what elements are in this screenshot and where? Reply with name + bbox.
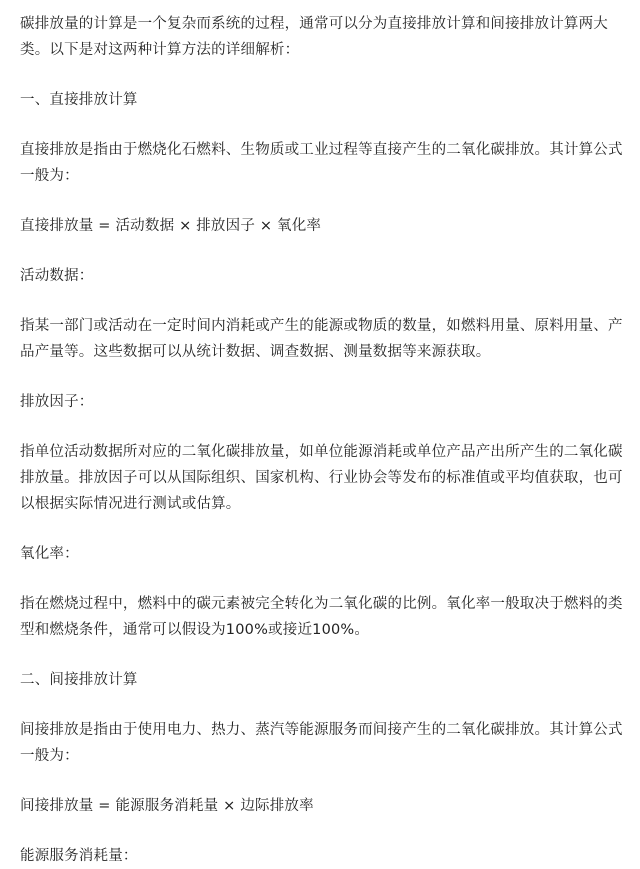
direct-formula: 直接排放量 = 活动数据 × 排放因子 × 氧化率 [20,218,322,234]
direct-definition-paragraph: 直接排放是指由于燃烧化石燃料、生物质或工业过程等直接产生的二氧化碳排放。其计算公式一般为： [20,142,623,184]
term-energy-service-consumption: 能源服务消耗量： [20,848,138,864]
indirect-formula: 间接排放量 = 能源服务消耗量 × 边际排放率 [20,798,314,814]
term-activity-data: 活动数据： [20,268,94,284]
term-emission-factor: 排放因子： [20,394,94,410]
indirect-definition-paragraph: 间接排放是指由于使用电力、热力、蒸汽等能源服务而间接产生的二氧化碳排放。其计算公式一般为： [20,722,623,764]
oxidation-rate-paragraph: 指在燃烧过程中，燃料中的碳元素被完全转化为二氧化碳的比例。氧化率一般取决于燃料的类型和燃烧条件，通常可以假设为100%或接近100%。 [20,596,623,638]
section-heading-indirect: 二、间接排放计算 [20,672,138,688]
section-heading-direct: 一、直接排放计算 [20,92,138,108]
emission-factor-paragraph: 指单位活动数据所对应的二氧化碳排放量，如单位能源消耗或单位产品产出所产生的二氧化碳排放量。排放因子可以从国际组织、国家机构、行业协会等发布的标准值或平均值获取，也可以根据实际情况进行测试或估算。 [20,444,623,512]
intro-paragraph: 碳排放量的计算是一个复杂而系统的过程，通常可以分为直接排放计算和间接排放计算两大类。以下是对这两种计算方法的详细解析： [20,16,608,58]
activity-data-paragraph: 指某一部门或活动在一定时间内消耗或产生的能源或物质的数量，如燃料用量、原料用量、产品产量等。这些数据可以从统计数据、调查数据、测量数据等来源获取。 [20,318,623,360]
term-oxidation-rate: 氧化率： [20,546,79,562]
